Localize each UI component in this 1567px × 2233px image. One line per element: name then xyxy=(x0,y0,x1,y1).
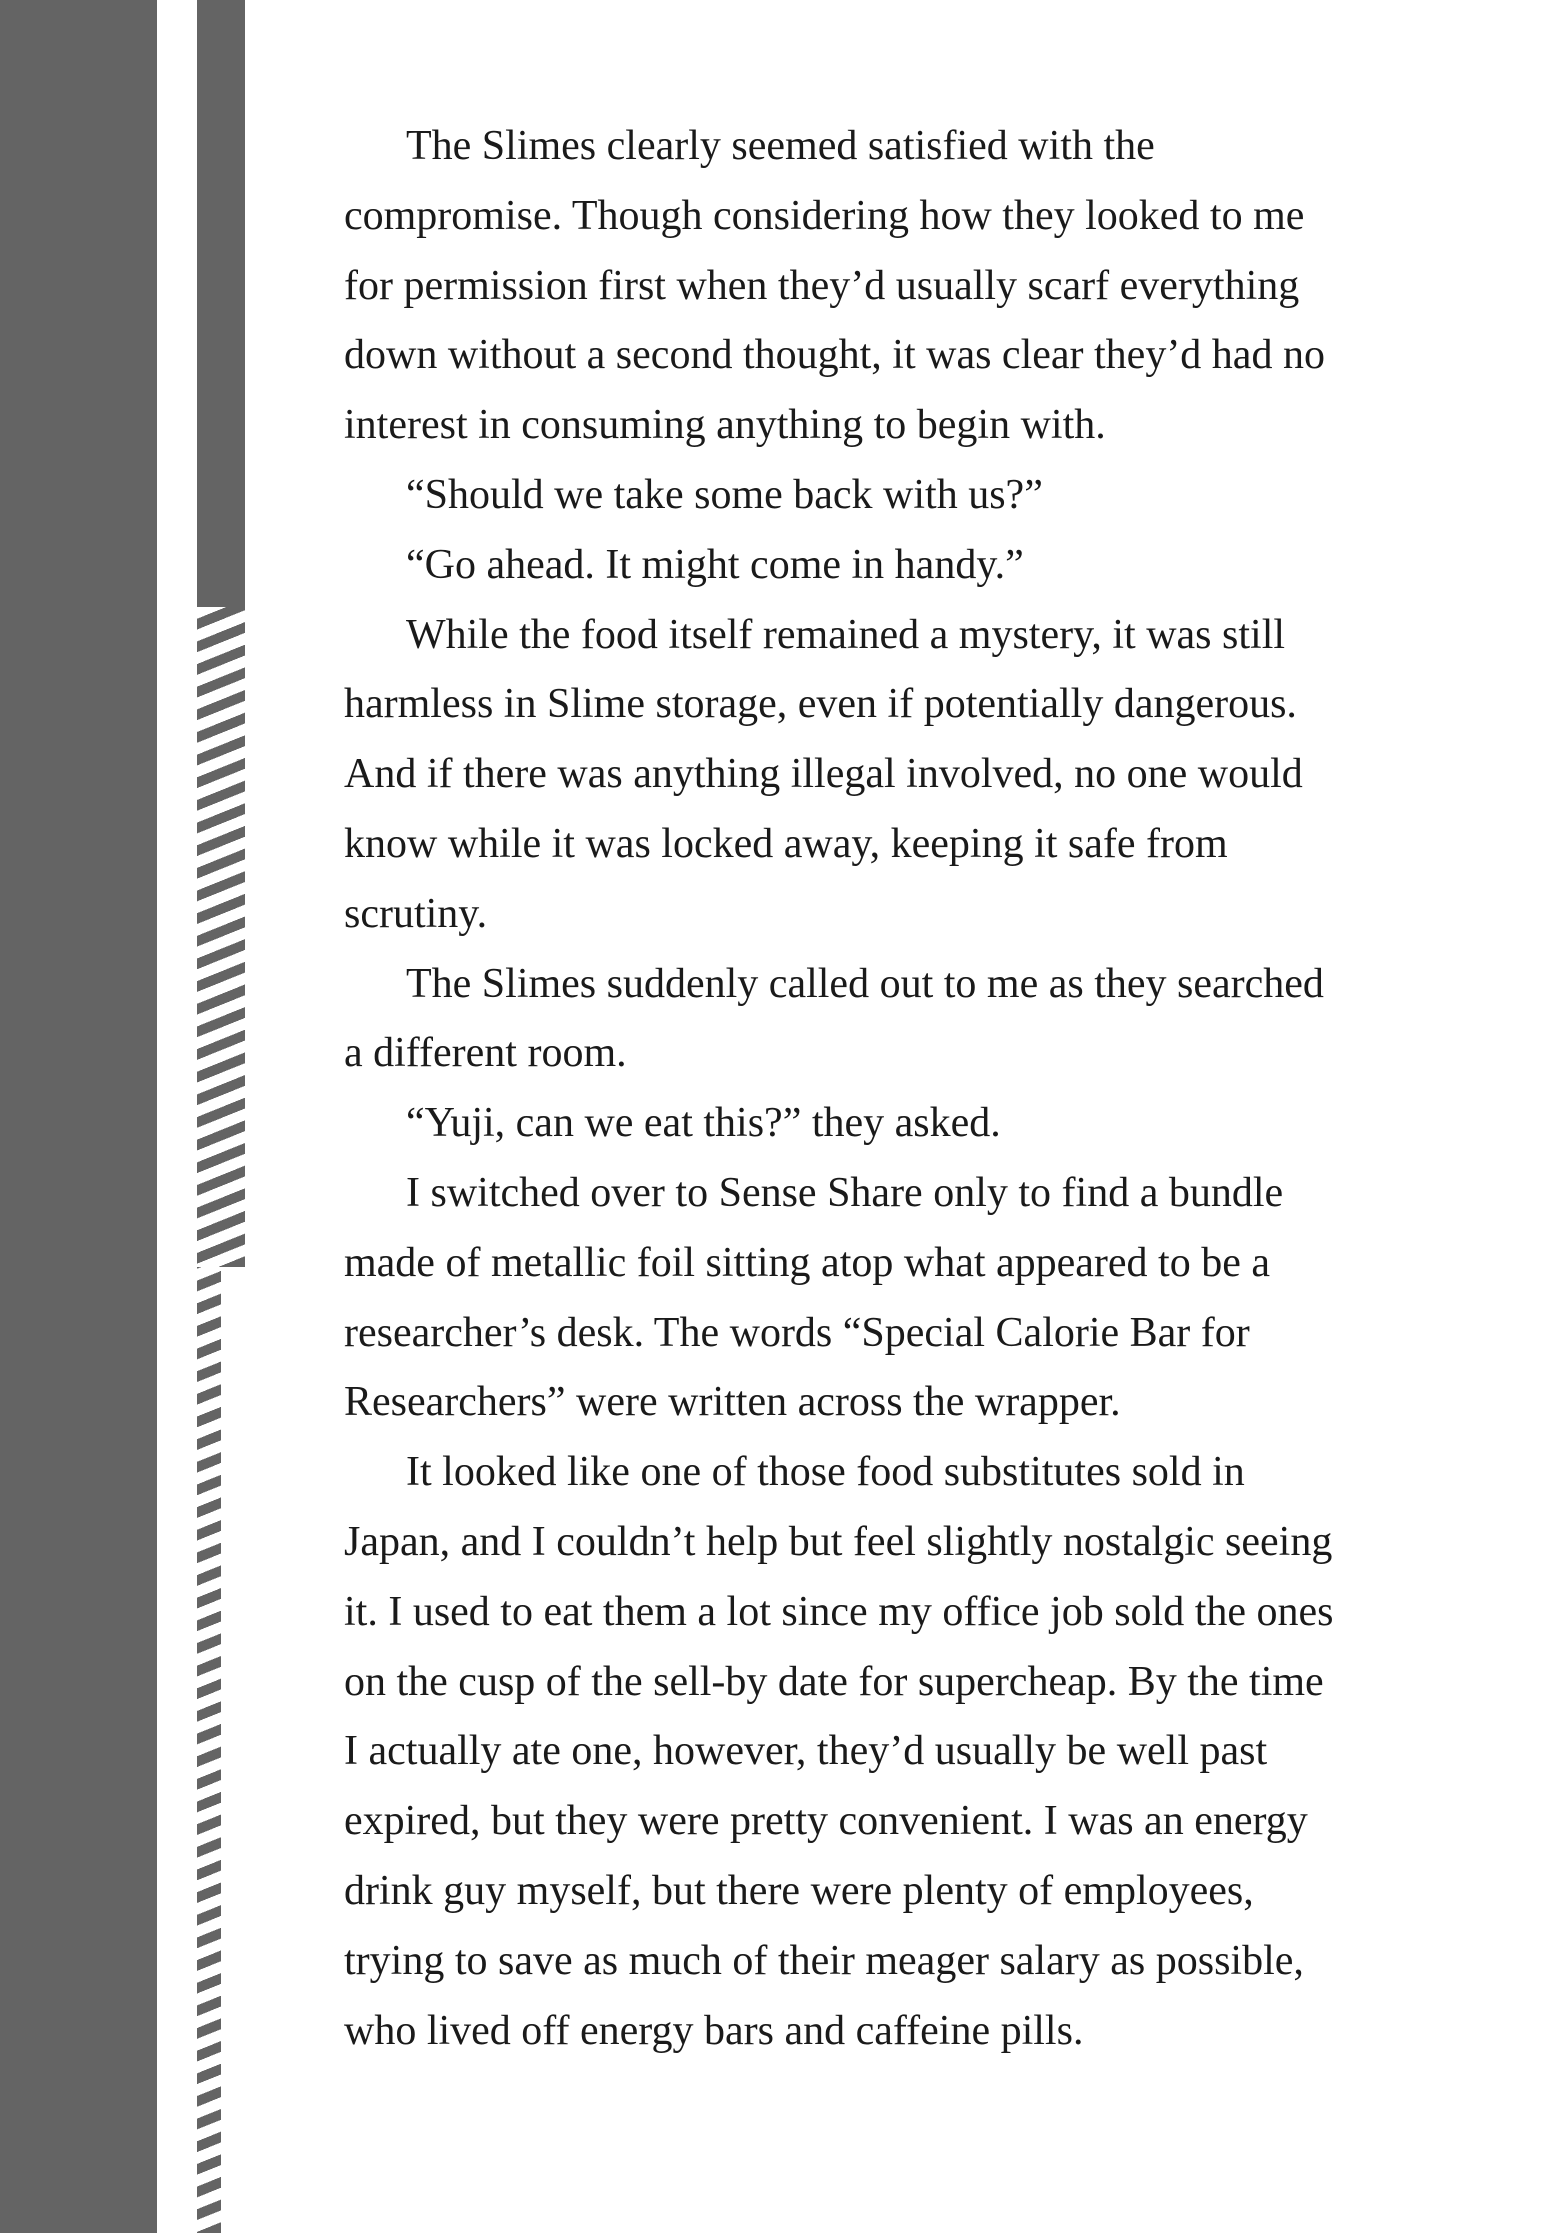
text-line: interest in consuming anything to begin with. xyxy=(344,402,1106,449)
text-line: trying to save as much of their meager salary as possible, xyxy=(344,1937,1304,1984)
text-line: It looked like one of those food substitutes sold in xyxy=(406,1449,1245,1496)
paragraph xyxy=(344,461,1494,531)
text-line: drink guy myself, but there were plenty of employees, xyxy=(344,1867,1254,1914)
text-line: Researchers” were written across the wrapper. xyxy=(344,1379,1121,1426)
paragraph xyxy=(344,1438,1494,2066)
text-line: compromise. Though considering how they looked to me xyxy=(344,192,1305,239)
text-line: on the cusp of the sell-by date for supercheap. By the time xyxy=(344,1658,1324,1705)
text-line: Japan, and I couldn’t help but feel slightly nostalgic seeing xyxy=(344,1518,1333,1565)
paragraph xyxy=(344,112,1494,461)
text-line: The Slimes clearly seemed satisfied with the xyxy=(406,123,1155,169)
decorative-strip-solid xyxy=(197,0,245,607)
text-line: a different room. xyxy=(344,1030,627,1077)
text-line: it. I used to eat them a lot since my office job sold the ones xyxy=(344,1588,1334,1635)
text-line: I actually ate one, however, they’d usually be well past xyxy=(344,1728,1268,1775)
text-line: “Yuji, can we eat this?” they asked. xyxy=(406,1100,1001,1147)
text-line: scrutiny. xyxy=(344,890,488,937)
decorative-left-band xyxy=(0,0,157,2233)
text-line: know while it was locked away, keeping it safe from xyxy=(344,820,1228,867)
paragraph xyxy=(344,1159,1494,1438)
decorative-strip-dashes xyxy=(197,1267,221,2233)
text-line: for permission first when they’d usually scarf everything xyxy=(344,262,1300,309)
text-line: The Slimes suddenly called out to me as they searched xyxy=(406,960,1324,1007)
body-text xyxy=(344,112,1494,2066)
text-line: harmless in Slime storage, even if potentially dangerous. xyxy=(344,681,1297,728)
text-line: “Go ahead. It might come in handy.” xyxy=(406,541,1024,588)
paragraph xyxy=(344,601,1494,950)
paragraph xyxy=(344,950,1494,1090)
text-line: expired, but they were pretty convenient. I was an energy xyxy=(344,1798,1308,1845)
text-line: While the food itself remained a mystery, it was still xyxy=(406,611,1286,658)
text-line: down without a second thought, it was clear they’d had no xyxy=(344,332,1325,379)
decorative-strip-diagonal xyxy=(197,607,245,1267)
text-line: And if there was anything illegal involved, no one would xyxy=(344,751,1303,798)
text-line: “Should we take some back with us?” xyxy=(406,471,1043,518)
text-line: I switched over to Sense Share only to find a bundle xyxy=(406,1169,1284,1216)
text-line: made of metallic foil sitting atop what appeared to be a xyxy=(344,1239,1271,1286)
text-line: researcher’s desk. The words “Special Calorie Bar for xyxy=(344,1309,1250,1356)
text-line: who lived off energy bars and caffeine pills. xyxy=(344,2007,1084,2054)
paragraph xyxy=(344,531,1494,601)
paragraph xyxy=(344,1089,1494,1159)
